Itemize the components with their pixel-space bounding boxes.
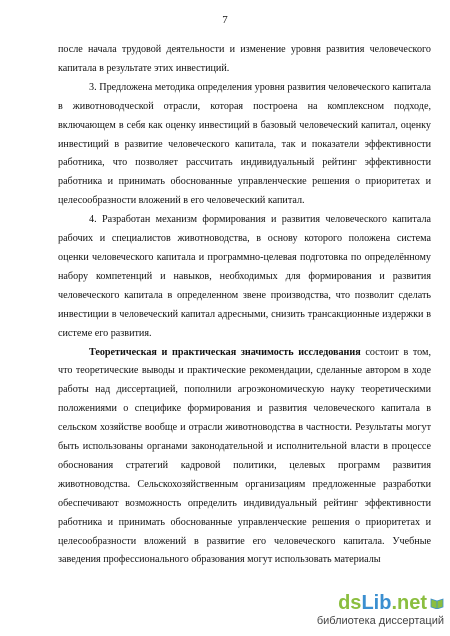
paragraph-text: состоит в том, что теоретические выводы и практические рекомендации, сделанные автором в ходе работы над диссертацией, пополнили агроэкономическую науку теоретическими положениями о специфике формирования и развития человеческого капитала в сельском хозяйстве вообще и отрасли животноводства в частности. Результаты могут быть использованы органами законодательной и исполнительной власти в процессе обоснования стратегий кадровой политики, целевых программ развития животноводства. Сельскохозяйственным организациям предложенные разработки обеспечивают возможность определить индивидуальный рейтинг эффективности работника и принимать обоснованные управленческие решения о приоритетах и целесообразности вложений в развитие его человеческого капитала. Учебные заведения профессионального образования могут использовать материалы <box>58 346 431 566</box>
paragraph-text: после начала трудовой деятельности и изменение уровня развития человеческого капитала в результате этих инвестиций. <box>58 44 431 74</box>
watermark-subtitle: библиотека диссертаций <box>316 615 444 627</box>
watermark <box>284 592 444 632</box>
document-body <box>58 41 431 570</box>
paragraph-2 <box>58 79 431 211</box>
paragraph-4 <box>58 344 431 571</box>
logo-lib: Lib <box>361 592 392 614</box>
paragraph-3 <box>58 211 431 343</box>
page-number: 7 <box>222 14 228 26</box>
paragraph-text: 3. Предложена методика определения уровня развития человеческого капитала в животноводческой отрасли, которая построена на комплексном подходе, включающем в себя как оценку инвестиций в базовый человеческий капитал, оценку инвестиций в развитие человеческого капитала, так и показатели эффективности работника, что позволяет рассчитать индивидуальный рейтинг эффективности работника и принимать обоснованные управленческие решения о приоритетах и целесообразности вложений в его человеческий капитал. <box>58 81 431 207</box>
watermark-logo-text <box>338 592 427 614</box>
paragraph-text: 4. Разработан механизм формирования и развития человеческого капитала рабочих и специалистов животноводства, в основу которого положена система оценки человеческого капитала и программно-целевая подготовка по определённому набору компетенций и навыков, необходимых для формирования и развития человеческого капитала в определенном звене производства, что позволит сделать инвестиции в человеческий капитал адресными, снизить трансакционные издержки в системе его развития. <box>58 214 431 339</box>
logo-ds: ds <box>338 592 362 614</box>
logo-net: .net <box>391 592 427 614</box>
paragraph-1 <box>58 41 431 79</box>
book-icon <box>430 594 444 606</box>
watermark-logo <box>284 592 444 614</box>
paragraph-bold-lead: Теоретическая и практическая значимость исследования <box>89 346 361 358</box>
